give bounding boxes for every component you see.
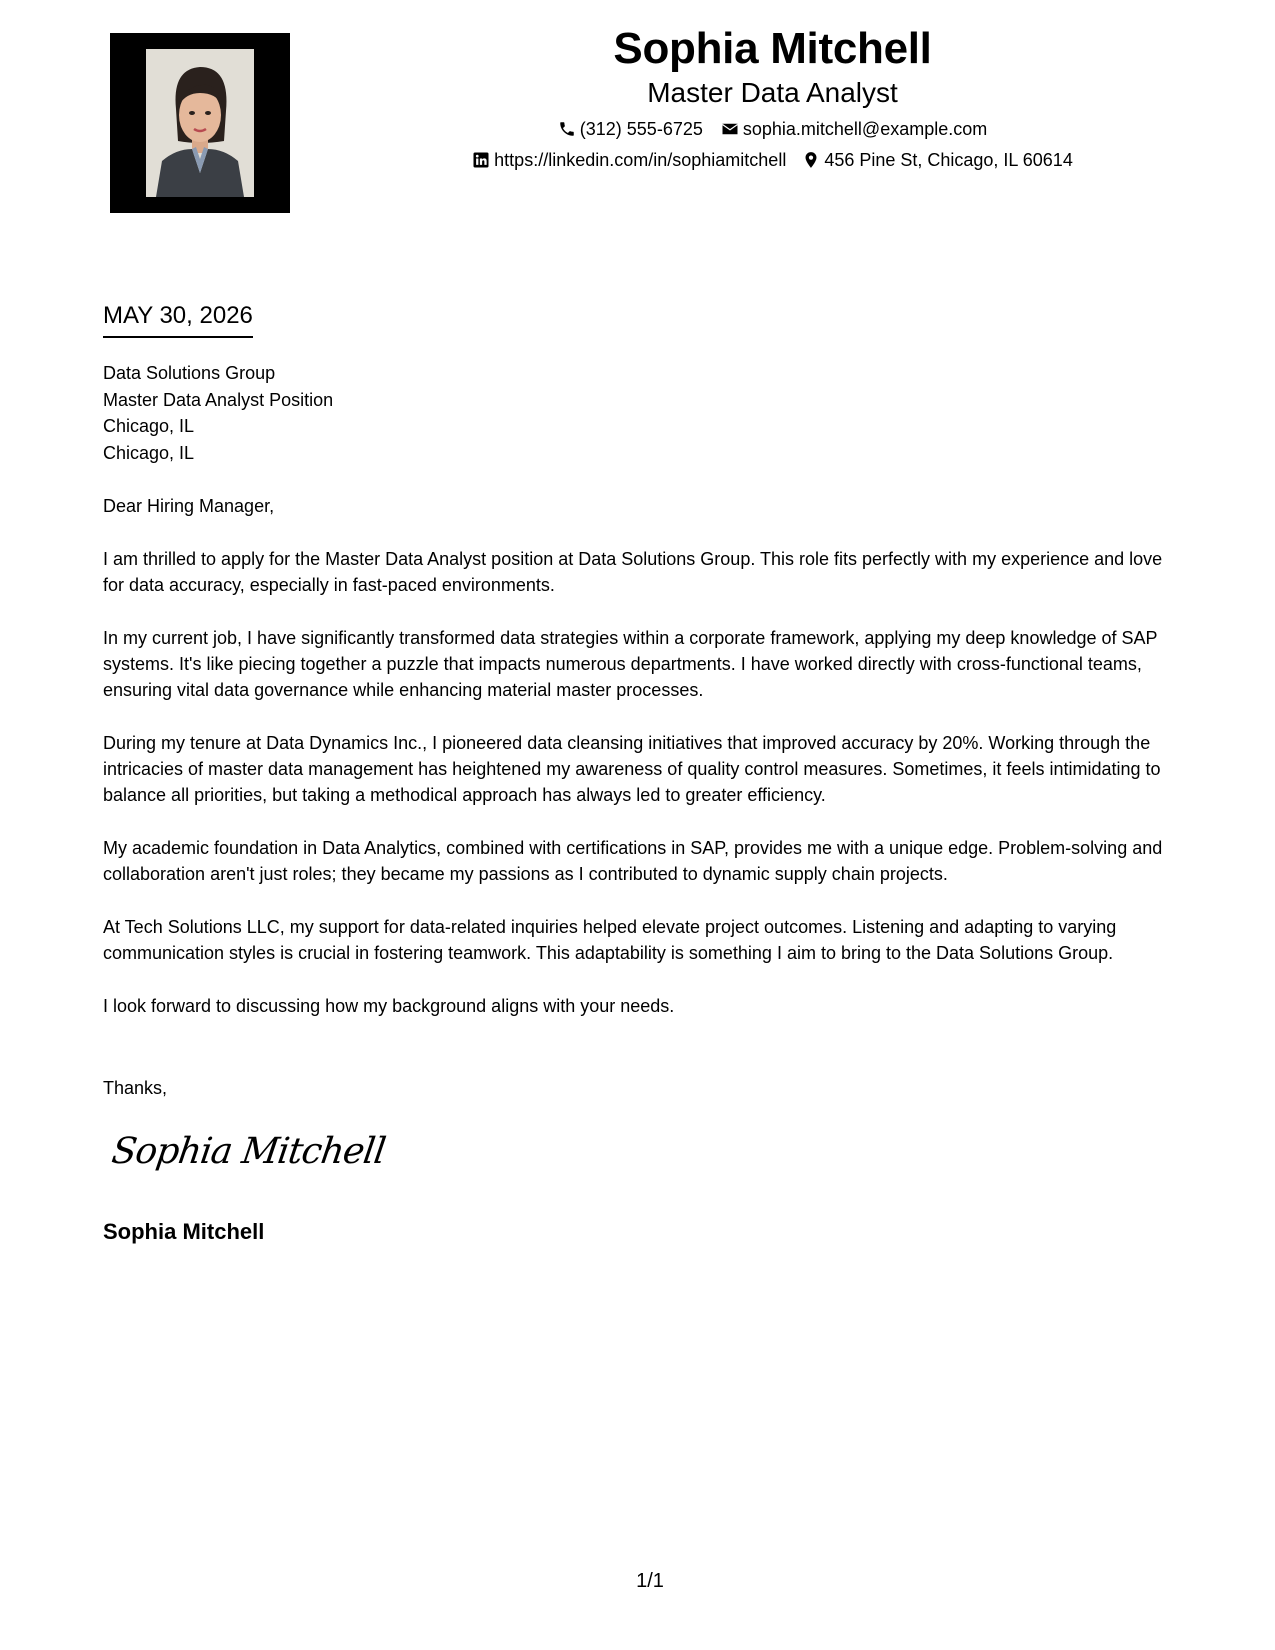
letter-header bbox=[290, 22, 1275, 172]
applicant-name: Sophia Mitchell bbox=[613, 24, 932, 73]
body-paragraph: In my current job, I have significantly transformed data strategies within a corporate framework, applying my deep knowledge of SAP systems. It's like piecing together a puzzle that impacts numerous departments. I have worked directly with cross-functional teams, ensuring vital data governance while enhancing material master processes. bbox=[103, 628, 1158, 700]
handwritten-signature: Sophia Mitchell bbox=[109, 1131, 388, 1172]
page-number: 1/1 bbox=[636, 1570, 664, 1592]
salutation: Dear Hiring Manager, bbox=[103, 496, 275, 516]
contact-email[interactable] bbox=[721, 117, 987, 141]
body-paragraph: At Tech Solutions LLC, my support for data-related inquiries helped elevate project outcomes. Listening and adapting to varying communication styles is crucial in fostering teamwork. This adaptability is something I aim to bring to the Data Solutions Group. bbox=[103, 917, 1117, 963]
contact-linkedin[interactable] bbox=[472, 148, 786, 172]
envelope-icon bbox=[721, 120, 739, 138]
letter-date: MAY 30, 2026 bbox=[103, 300, 253, 338]
body-paragraph: I am thrilled to apply for the Master Data Analyst position at Data Solutions Group. This role fits perfectly with my experience and love for data accuracy, especially in fast-paced environments. bbox=[103, 549, 1163, 595]
phone-text: (312) 555-6725 bbox=[579, 119, 703, 139]
body-paragraph: My academic foundation in Data Analytics, combined with certifications in SAP, provides me with a unique edge. Problem-solving and collaboration aren't just roles; they became my passions as I contributed to dynamic supply chain projects. bbox=[103, 838, 1163, 884]
contact-row-2 bbox=[270, 148, 1275, 172]
closing: Thanks, bbox=[103, 1078, 168, 1098]
letter-body bbox=[103, 493, 1183, 1046]
contact-phone bbox=[558, 117, 703, 141]
recipient-line: Master Data Analyst Position bbox=[103, 389, 334, 410]
signed-name: Sophia Mitchell bbox=[103, 1219, 265, 1244]
profile-photo bbox=[110, 33, 290, 213]
contact-address bbox=[802, 148, 1073, 172]
portrait-image bbox=[146, 49, 254, 197]
linkedin-icon bbox=[472, 151, 490, 169]
recipient-line: Data Solutions Group bbox=[103, 363, 276, 383]
recipient-block bbox=[103, 360, 333, 466]
applicant-title: Master Data Analyst bbox=[647, 77, 898, 108]
body-paragraph: I look forward to discussing how my background aligns with your needs. bbox=[103, 996, 675, 1016]
recipient-line: Chicago, IL bbox=[103, 416, 195, 436]
address-text: 456 Pine St, Chicago, IL 60614 bbox=[824, 150, 1073, 170]
contact-row-1 bbox=[270, 117, 1275, 141]
phone-icon bbox=[558, 120, 576, 138]
email-text: sophia.mitchell@example.com bbox=[742, 119, 988, 139]
linkedin-text: https://linkedin.com/in/sophiamitchell bbox=[494, 150, 787, 170]
body-paragraph: During my tenure at Data Dynamics Inc., I pioneered data cleansing initiatives that improved accuracy by 20%. Working through the intricacies of master data management has heightened my awareness of quality control measures. Sometimes, it feels intimidating to balance all priorities, but taking a methodical approach has always led to greater efficiency. bbox=[103, 733, 1161, 805]
recipient-line: Chicago, IL bbox=[103, 442, 195, 463]
map-pin-icon bbox=[802, 151, 820, 169]
